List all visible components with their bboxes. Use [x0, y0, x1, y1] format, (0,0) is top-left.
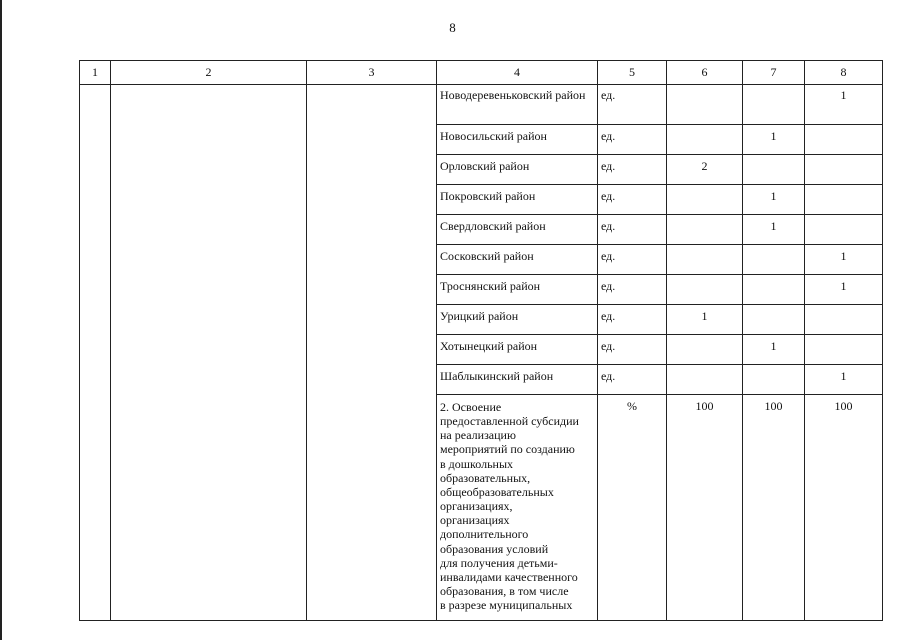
- unit-cell: ед.: [598, 335, 667, 365]
- value-col6: [667, 245, 743, 275]
- merged-cell-column-3: [307, 85, 437, 621]
- value-col7: [743, 245, 805, 275]
- value-col7: 1: [743, 125, 805, 155]
- header-cell-7: 7: [743, 61, 805, 85]
- page-number: 8: [449, 20, 456, 35]
- page-left-border: [0, 0, 2, 640]
- table-row: [80, 85, 883, 125]
- district-name: Орловский район: [437, 155, 598, 185]
- value-col6: [667, 275, 743, 305]
- value-col6: [667, 335, 743, 365]
- header-cell-2: 2: [111, 61, 307, 85]
- value-col7: [743, 85, 805, 125]
- value-col6: 2: [667, 155, 743, 185]
- indicator-value-col6: 100: [667, 395, 743, 621]
- header-cell-6: 6: [667, 61, 743, 85]
- district-name: Новодеревеньковский район: [437, 85, 598, 125]
- unit-cell: ед.: [598, 275, 667, 305]
- unit-cell: ед.: [598, 85, 667, 125]
- data-table: [79, 60, 883, 621]
- value-col7: [743, 365, 805, 395]
- value-col8: [805, 155, 883, 185]
- district-name: Свердловский район: [437, 215, 598, 245]
- indicator-unit: %: [598, 395, 667, 621]
- merged-cell-column-1: [80, 85, 111, 621]
- indicator-value-col8: 100: [805, 395, 883, 621]
- indicator-value-col7: 100: [743, 395, 805, 621]
- district-name: Троснянский район: [437, 275, 598, 305]
- unit-cell: ед.: [598, 185, 667, 215]
- value-col6: [667, 85, 743, 125]
- district-name: Покровский район: [437, 185, 598, 215]
- value-col6: [667, 215, 743, 245]
- merged-cell-column-2: [111, 85, 307, 621]
- unit-cell: ед.: [598, 245, 667, 275]
- unit-cell: ед.: [598, 215, 667, 245]
- header-cell-5: 5: [598, 61, 667, 85]
- value-col7: [743, 155, 805, 185]
- value-col8: [805, 305, 883, 335]
- header-cell-4: 4: [437, 61, 598, 85]
- unit-cell: ед.: [598, 155, 667, 185]
- district-name: Хотынецкий район: [437, 335, 598, 365]
- unit-cell: ед.: [598, 365, 667, 395]
- district-name: Новосильский район: [437, 125, 598, 155]
- district-name: Урицкий район: [437, 305, 598, 335]
- value-col7: [743, 275, 805, 305]
- header-cell-8: 8: [805, 61, 883, 85]
- table-header-row: [80, 61, 883, 85]
- value-col6: [667, 185, 743, 215]
- value-col8: 1: [805, 245, 883, 275]
- unit-cell: ед.: [598, 305, 667, 335]
- value-col8: 1: [805, 85, 883, 125]
- value-col8: 1: [805, 275, 883, 305]
- value-col7: [743, 305, 805, 335]
- value-col6: [667, 365, 743, 395]
- district-name: Шаблыкинский район: [437, 365, 598, 395]
- value-col8: [805, 335, 883, 365]
- header-cell-1: 1: [80, 61, 111, 85]
- value-col7: 1: [743, 335, 805, 365]
- value-col6: [667, 125, 743, 155]
- value-col7: 1: [743, 215, 805, 245]
- header-cell-3: 3: [307, 61, 437, 85]
- value-col8: [805, 185, 883, 215]
- unit-cell: ед.: [598, 125, 667, 155]
- district-name: Сосковский район: [437, 245, 598, 275]
- value-col6: 1: [667, 305, 743, 335]
- value-col8: [805, 215, 883, 245]
- value-col8: [805, 125, 883, 155]
- indicator-description: 2. Освоение предоставленной субсидии на реализацию мероприятий по созданию в дошкольных образовательных, общеобразовательных организациях, организациях дополнительного образования условий для получения детьми- инвалидами качественного образования, в том числе в разрезе муниципальных: [437, 395, 598, 621]
- value-col8: 1: [805, 365, 883, 395]
- value-col7: 1: [743, 185, 805, 215]
